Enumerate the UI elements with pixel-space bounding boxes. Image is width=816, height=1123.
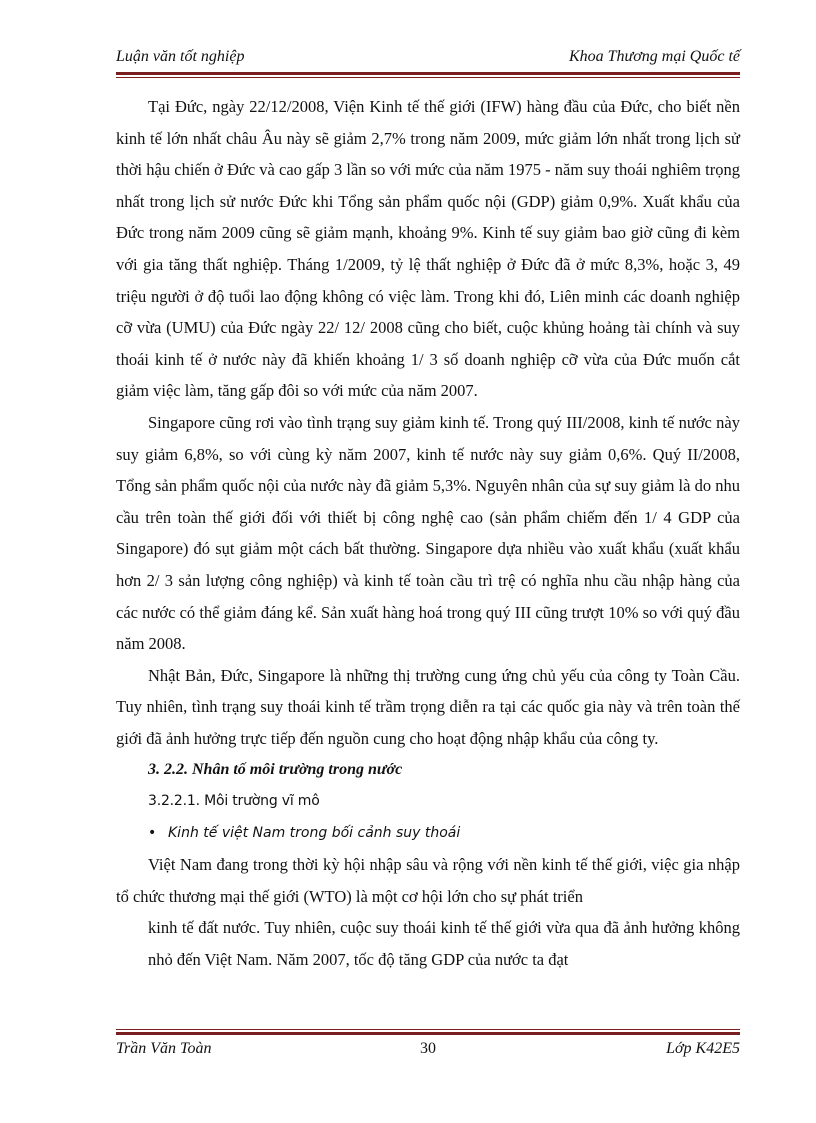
page-number: 30 [420, 1040, 436, 1057]
footer-author: Trần Văn Toàn [116, 1040, 212, 1057]
header-rule-thin [116, 77, 740, 78]
paragraph-suppliers: Nhật Bản, Đức, Singapore là những thị trường cung ứng chủ yếu của công ty Toàn Cầu. Tuy nhiên, tình trạng suy thoái kinh tế trầm trọng diễn ra tại các quốc gia này và trên toàn thế giới đã ảnh hưởng trực tiếp đến nguồn cung cho hoạt động nhập khẩu của công ty. [116, 665, 740, 748]
paragraph-singapore: Singapore cũng rơi vào tình trạng suy giảm kinh tế. Trong quý III/2008, kinh tế nước này suy giảm 6,8%, so với cùng kỳ năm 2007, kinh tế nước này suy giảm 0,6%. Quý II/2008, Tổng sản phẩm quốc nội của nước này đã giảm 5,3%. Nguyên nhân của sự suy giảm là do nhu cầu trên toàn thế giới đối với thiết bị công nghệ cao (sản phẩm chiếm đến 1/ 4 GDP của Singapore) đó sụt giảm một cách bất thường. Singapore dựa nhiều vào xuất khẩu (xuất khẩu hơn 2/ 3 sản lượng công nghiệp) và kinh tế toàn cầu trì trệ có nghĩa nhu cầu nhập hàng của các nước có thể giảm đáng kể. Sản xuất hàng hoá trong quý III cũng trượt 10% so với quý đầu năm 2008. [116, 412, 740, 654]
paragraph-germany: Tại Đức, ngày 22/12/2008, Viện Kinh tế thế giới (IFW) hàng đầu của Đức, cho biết nền kinh tế lớn nhất châu Âu này sẽ giảm 2,7% trong năm 2009, mức giảm lớn nhất trong lịch sử thời hậu chiến ở Đức và cao gấp 3 lần so với mức của năm 1975 - năm suy thoái nghiêm trọng nhất trong lịch sử nước Đức khi Tổng sản phẩm quốc nội (GDP) giảm 0,9%. Xuất khẩu của Đức trong năm 2009 cũng sẽ giảm mạnh, khoảng 9%. Kinh tế suy giảm bao giờ cũng đi kèm với gia tăng thất nghiệp. Tháng 1/2009, tỷ lệ thất nghiệp ở Đức đã ở mức 8,3%, hoặc 3, 49 triệu người ở độ tuổi lao động không có việc làm. Trong khi đó, Liên minh các doanh nghiệp cỡ vừa (UMU) của Đức ngày 22/ 12/ 2008 cũng cho biết, cuộc khủng hoảng tài chính và suy thoái kinh tế ở nước này đã khiến khoảng 1/ 3 số doanh nghiệp cỡ vừa của Đức muốn cắt giảm việc làm, tăng gấp đôi so với mức của năm 2007. [116, 97, 740, 401]
header-faculty-label: Khoa Thương mại Quốc tế [568, 48, 740, 65]
footer-class: Lớp K42E5 [666, 1040, 740, 1057]
header-thesis-label: Luận văn tốt nghiệp [116, 48, 245, 65]
footer-rule [116, 1032, 740, 1035]
page-footer [116, 1038, 740, 1066]
section-heading: 3. 2.2. Nhân tố môi trường trong nước [148, 761, 403, 779]
paragraph-vietnam-b: kinh tế đất nước. Tuy nhiên, cuộc suy thoái kinh tế thế giới vừa qua đã ảnh hưởng không nhỏ đến Việt Nam. Năm 2007, tốc độ tăng GDP của nước ta đạt [148, 918, 740, 970]
bullet-item [116, 818, 740, 850]
subsection-heading: 3.2.2.1. Môi trường vĩ mô [148, 793, 320, 810]
page-body [116, 91, 740, 976]
bullet-text: Kinh tế việt Nam trong bối cảnh suy thoái [168, 824, 461, 841]
bullet-icon: • [148, 824, 157, 841]
paragraph-vietnam-a: Việt Nam đang trong thời kỳ hội nhập sâu và rộng với nền kinh tế thế giới, việc gia nhập tổ chức thương mại thế giới (WTO) là một cơ hội lớn cho sự phát triển [116, 855, 740, 906]
header-rule [116, 72, 740, 75]
footer-rule-thin [116, 1029, 740, 1030]
page-header [116, 44, 740, 72]
